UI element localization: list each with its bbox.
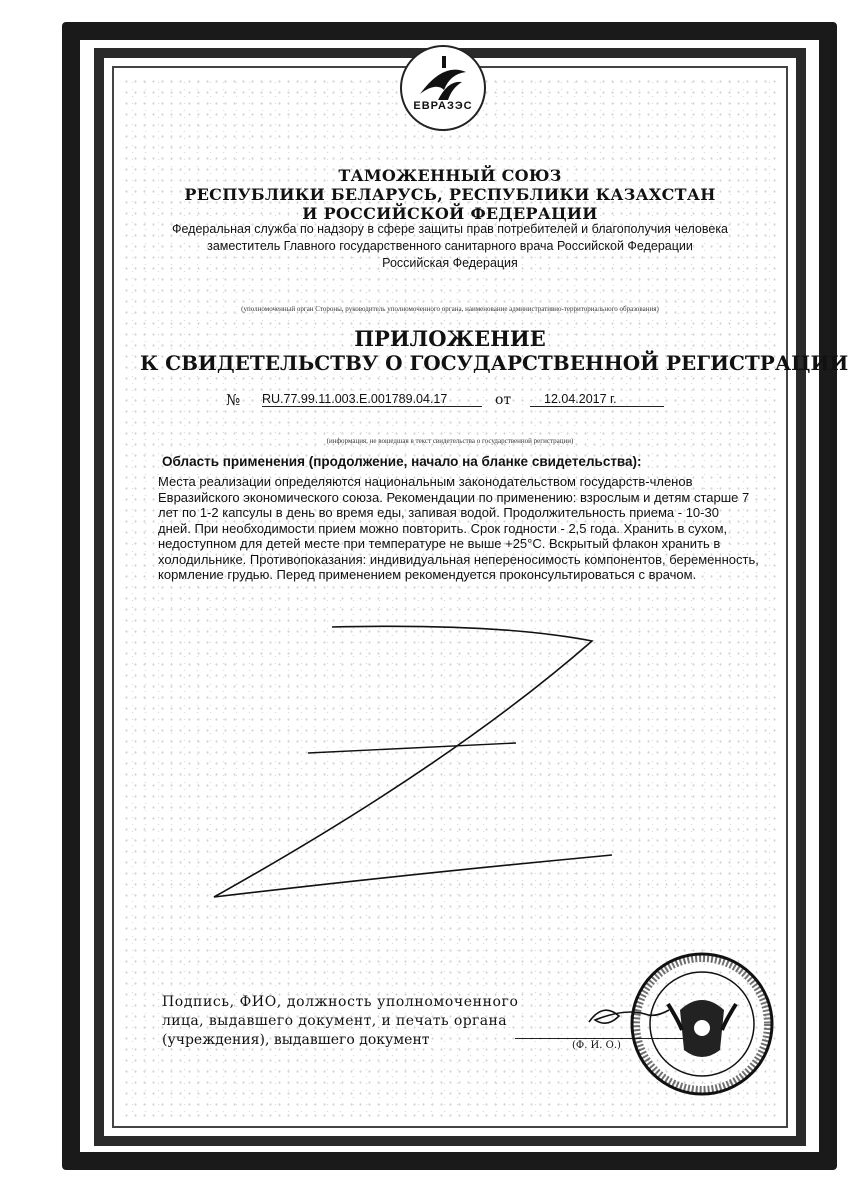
header-line-2: РЕСПУБЛИКИ БЕЛАРУСЬ, РЕСПУБЛИКИ КАЗАХСТАН [184, 185, 716, 204]
evrazes-emblem-icon [398, 42, 488, 134]
emblem-label: ЕВРАЗЭС [413, 100, 473, 112]
title-line-1: ПРИЛОЖЕНИЕ [354, 326, 546, 351]
scope-line: лет по 1-2 капсулы в день во время еды, запивая водой. Продолжительность приема - 10-30 [158, 505, 719, 520]
z-strike-mark [200, 615, 620, 915]
number-label: № [226, 391, 241, 409]
header-line-1: ТАМОЖЕННЫЙ СОЮЗ [338, 166, 562, 185]
scope-line: кормление грудью. Перед применением рекомендуется проконсультироваться с врачом. [158, 567, 697, 582]
signature-caption-3: (учреждения), выдавшего документ [162, 1032, 430, 1048]
header-note: (уполномоченный орган Стороны, руководитель уполномоченного органа, наименование административно-территориального образования) [241, 305, 659, 313]
registration-note: (информация, не вошедшая в текст свидетельства о государственной регистрации) [326, 437, 574, 445]
header-line-4: Федеральная служба по надзору в сфере защиты прав потребителей и благополучия человека [171, 222, 729, 236]
signature-caption-2: лица, выдавшего документ, и печать органа [162, 1013, 508, 1029]
signature-caption-1: Подпись, ФИО, должность уполномоченного [162, 994, 519, 1010]
scope-line: дней. При необходимости прием можно повторить. Срок годности - 2,5 года. Хранить в сухом, [158, 520, 728, 536]
scope-line: Места реализации определяются национальным законодательством государств-членов [158, 474, 693, 489]
scope-heading: Область применения (продолжение, начало на бланке свидетельства): [162, 454, 642, 469]
scope-line: Евразийского экономического союза. Рекомендации по применению: взрослым и детям старше 7 [158, 489, 750, 505]
scope-line: недоступном для детей месте при температуре не выше +25°С. Вскрытый флакон хранить в [158, 536, 721, 551]
date-label: от [495, 392, 512, 408]
header-line-6: Российская Федерация [382, 256, 518, 270]
fio-label: (Ф. И. О.) [572, 1040, 621, 1051]
scope-text [158, 474, 768, 583]
header-line-3: И РОССИЙСКОЙ ФЕДЕРАЦИИ [302, 204, 598, 223]
registration-number: RU.77.99.11.003.E.001789.04.17 [262, 392, 482, 407]
header-line-5: заместитель Главного государственного санитарного врача Российской Федерации [207, 239, 693, 253]
registration-date: 12.04.2017 г. [530, 392, 664, 407]
official-seal-icon [628, 950, 776, 1098]
scope-line: холодильнике. Противопоказания: индивидуальная непереносимость компонентов, беременность, [158, 551, 759, 567]
title-line-2: К СВИДЕТЕЛЬСТВУ О ГОСУДАРСТВЕННОЙ РЕГИСТРАЦИИ [140, 351, 849, 375]
